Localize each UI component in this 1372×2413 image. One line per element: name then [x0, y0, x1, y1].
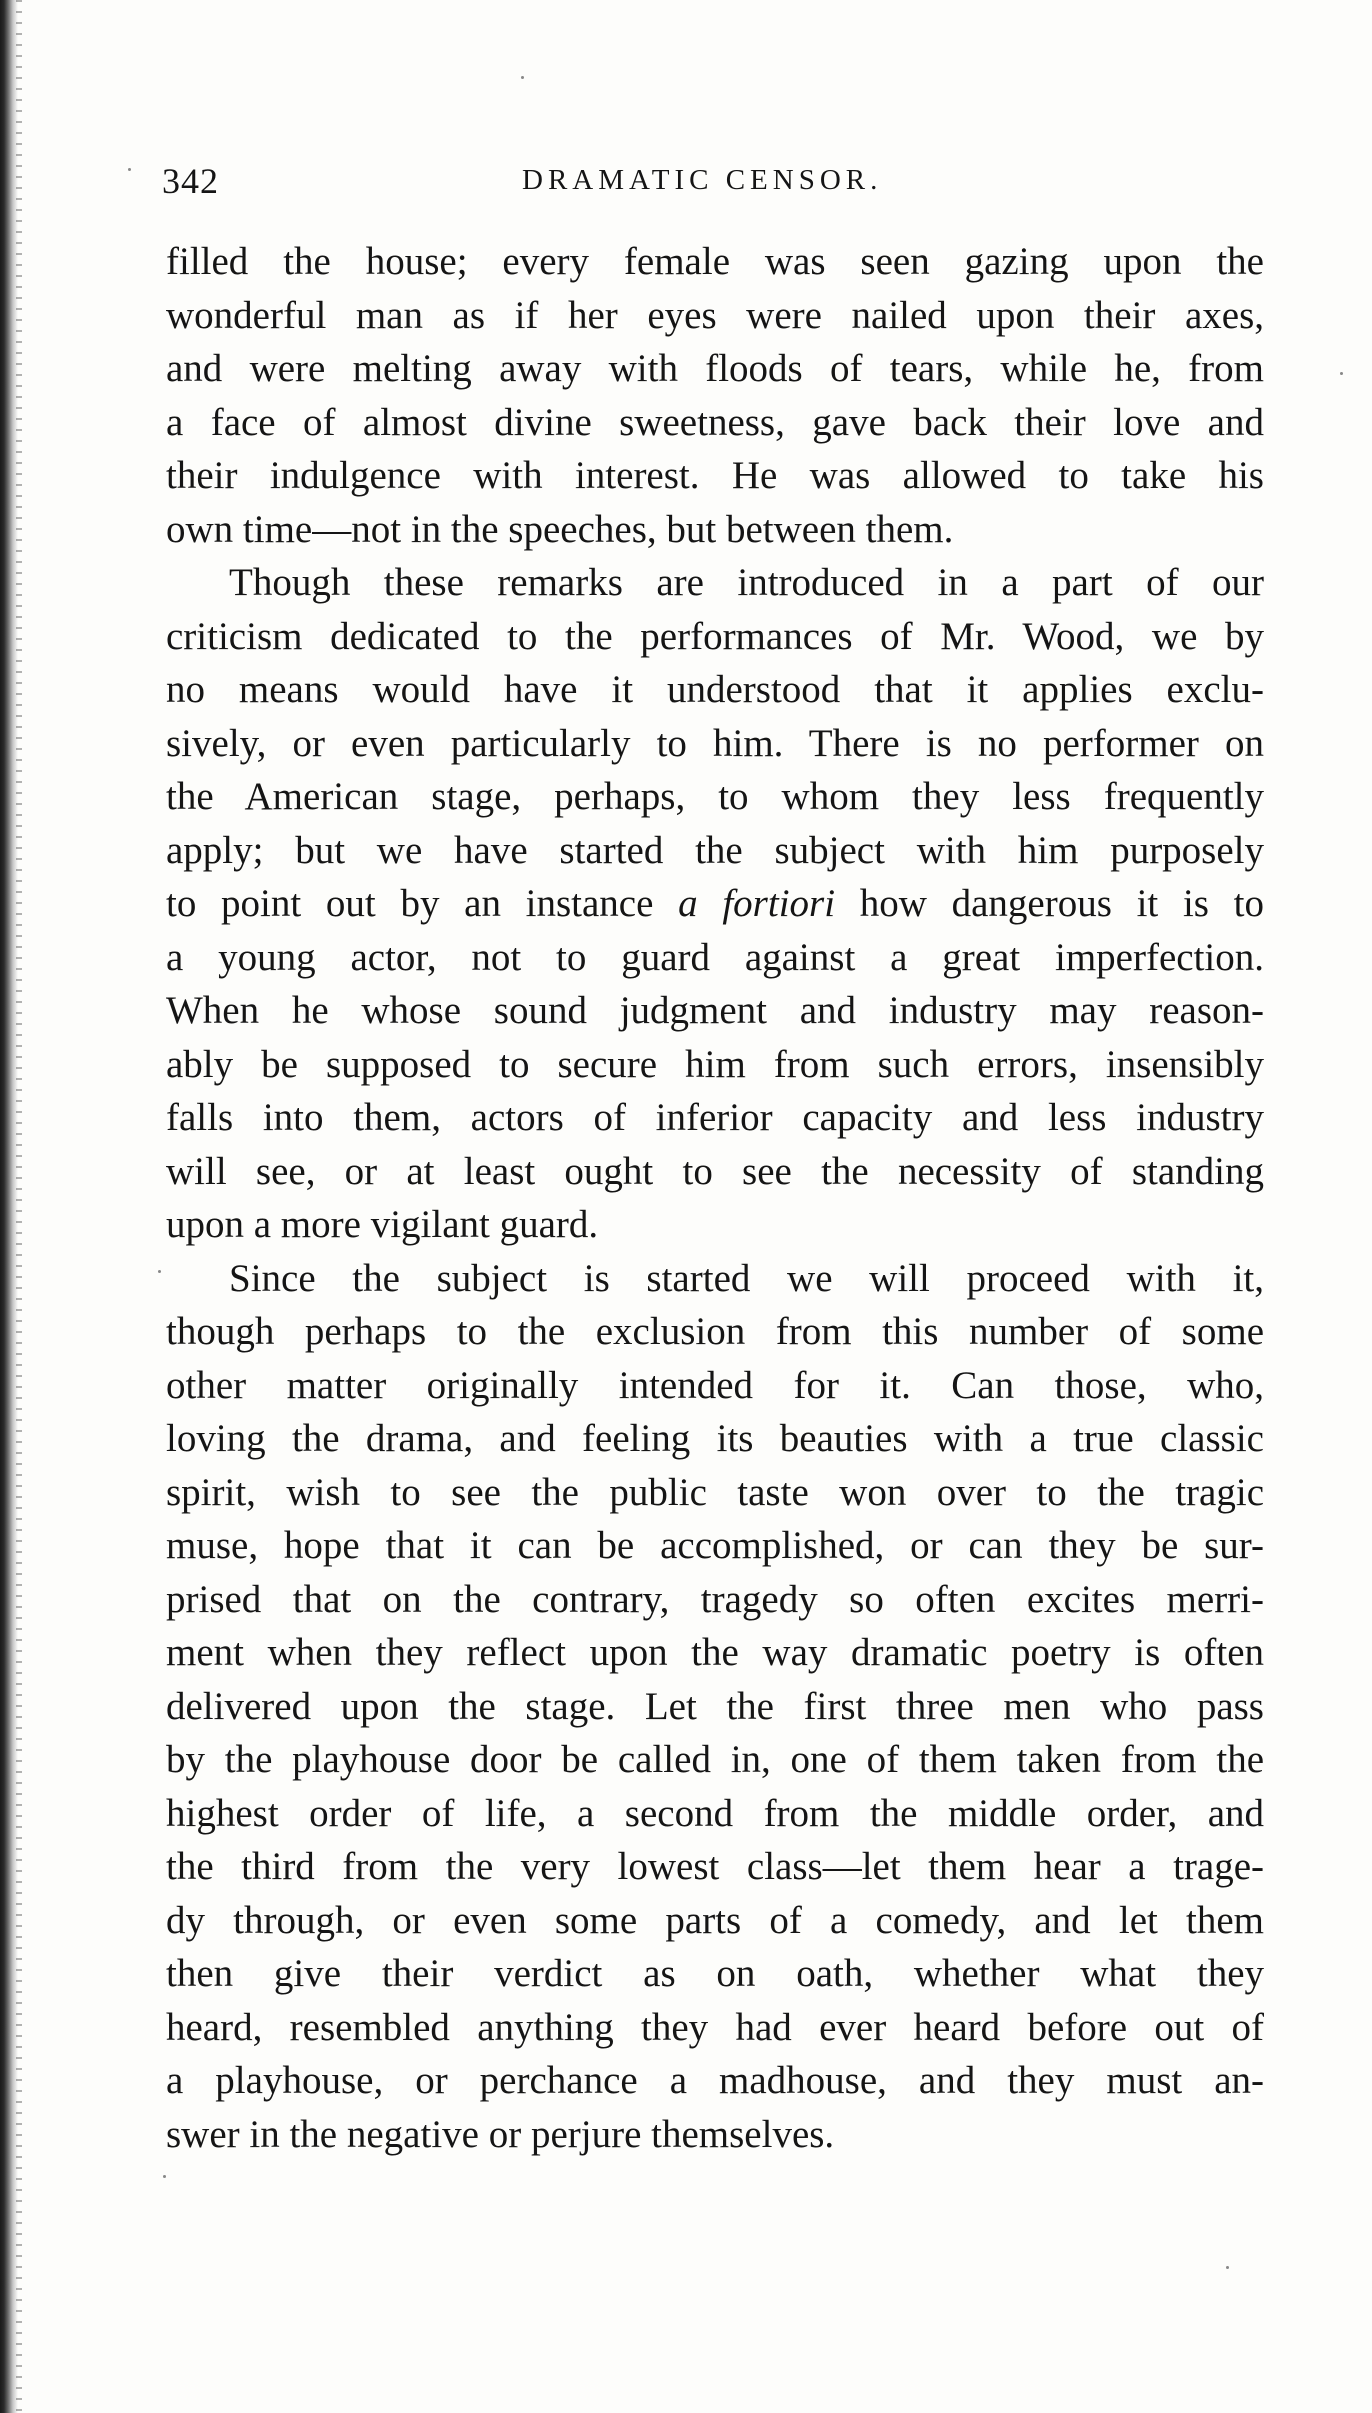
- text-line: by the playhouse door be called in, one of them taken from the: [166, 1738, 1264, 1781]
- text-line: other matter originally intended for it. Can those, who,: [166, 1363, 1264, 1407]
- text-line: ment when they reflect upon the way dramatic poetry is often: [166, 1631, 1264, 1674]
- text-line: criticism dedicated to the performances of Mr. Wood, we by: [166, 614, 1264, 658]
- text-line: then give their verdict as on oath, whether what they: [166, 1952, 1264, 1995]
- text-line-with-italic: [166, 877, 1264, 931]
- paper-speck: [1226, 2266, 1229, 2269]
- text-line: When he whose sound judgment and industry may reason-: [166, 989, 1264, 1032]
- text-line: though perhaps to the exclusion from this number of some: [166, 1310, 1264, 1353]
- text-line: a playhouse, or perchance a madhouse, and they must an-: [166, 2059, 1264, 2102]
- text-line: loving the drama, and feeling its beauties with a true classic: [166, 1417, 1264, 1460]
- page-number: 342: [162, 161, 219, 201]
- text-line: highest order of life, a second from the middle order, and: [166, 1791, 1264, 1835]
- paper-speck: [1340, 372, 1343, 375]
- text-line: no means would have it understood that it applies exclu-: [166, 668, 1264, 711]
- text-segment: to point out by an instance: [166, 882, 654, 925]
- text-line: a face of almost divine sweetness, gave back their love and: [166, 400, 1264, 444]
- text-line: swer in the negative or perjure themselves.: [166, 2112, 835, 2156]
- text-line: own time—not in the speeches, but between them.: [166, 507, 954, 551]
- text-line: upon a more vigilant guard.: [166, 1203, 599, 1246]
- paper-speck: [163, 2175, 166, 2178]
- text-line: the third from the very lowest class—let them hear a trage-: [166, 1845, 1264, 1888]
- text-line: muse, hope that it can be accomplished, or can they be sur-: [166, 1524, 1264, 1567]
- text-line: spirit, wish to see the public taste won over to the tragic: [166, 1470, 1264, 1514]
- italic-phrase: a fortiori: [678, 882, 836, 925]
- paper-speck: [128, 168, 131, 171]
- text-line: falls into them, actors of inferior capacity and less industry: [166, 1096, 1264, 1139]
- text-line: the American stage, perhaps, to whom they less frequently: [166, 775, 1264, 818]
- page-header: [0, 160, 1372, 208]
- paper-speck: [158, 1270, 161, 1273]
- text-segment: how dangerous it is to: [859, 882, 1265, 925]
- text-line: filled the house; every female was seen gazing upon the: [166, 240, 1264, 283]
- text-line: prised that on the contrary, tragedy so often excites merri-: [166, 1577, 1264, 1621]
- text-line: will see, or at least ought to see the necessity of standing: [166, 1149, 1264, 1193]
- text-line: apply; but we have started the subject with him purposely: [166, 828, 1264, 872]
- text-line: wonderful man as if her eyes were nailed upon their axes,: [166, 293, 1264, 337]
- text-line: heard, resembled anything they had ever heard before out of: [166, 2005, 1264, 2049]
- text-line: a young actor, not to guard against a great imperfection.: [166, 935, 1264, 979]
- paragraph-start-line: Since the subject is started we will proceed with it,: [229, 1256, 1264, 1300]
- text-line: and were melting away with floods of tears, while he, from: [166, 347, 1264, 390]
- text-line: their indulgence with interest. He was allowed to take his: [166, 454, 1264, 497]
- binding-texture: [16, 0, 22, 2413]
- text-line: ably be supposed to secure him from such errors, insensibly: [166, 1042, 1264, 1086]
- text-line: dy through, or even some parts of a comedy, and let them: [166, 1898, 1264, 1942]
- paragraph-start-line: Though these remarks are introduced in a part of our: [229, 561, 1264, 604]
- text-line: sively, or even particularly to him. There is no performer on: [166, 721, 1264, 765]
- text-line: delivered upon the stage. Let the first three men who pass: [166, 1684, 1264, 1728]
- running-head: DRAMATIC CENSOR.: [522, 164, 883, 196]
- body-text: [166, 235, 1264, 2161]
- paper-speck: [521, 76, 524, 79]
